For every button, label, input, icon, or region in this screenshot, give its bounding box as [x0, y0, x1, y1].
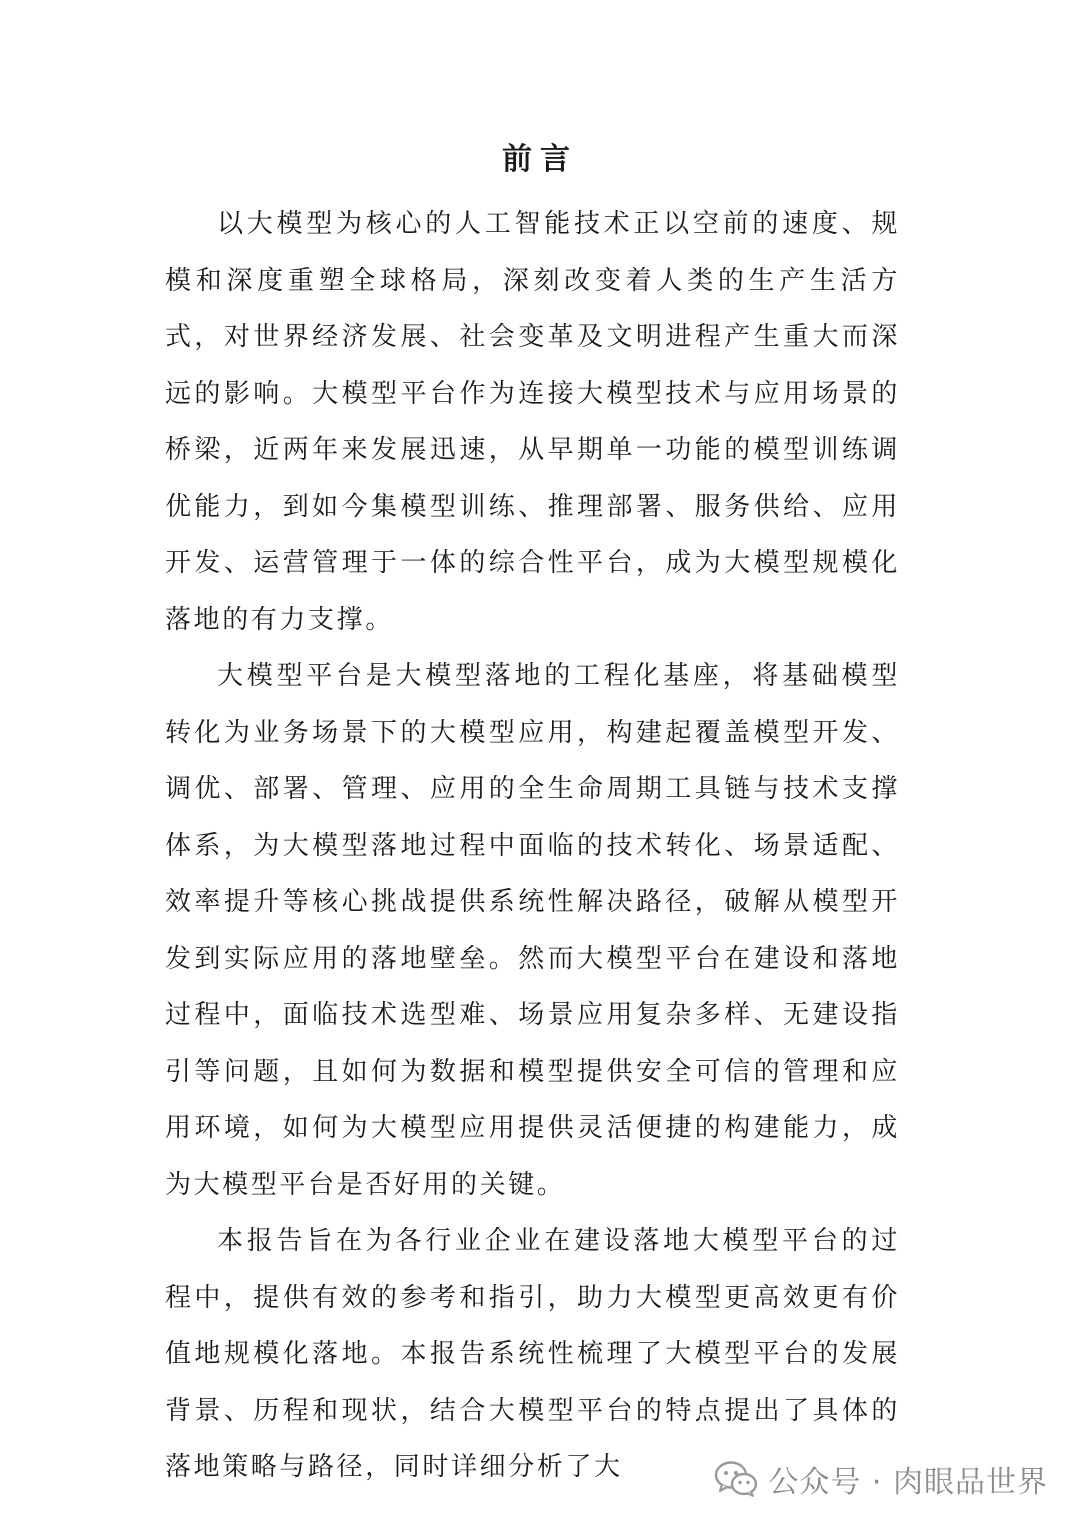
wechat-icon — [714, 1460, 758, 1498]
document-body — [165, 196, 900, 1496]
paragraph-2: 大模型平台是大模型落地的工程化基座，将基础模型转化为业务场景下的大模型应用，构建起覆盖模型开发、调优、部署、管理、应用的全生命周期工具链与技术支撑体系，为大模型落地过程中面临的技术转化、场景适配、效率提升等核心挑战提供系统性解决路径，破解从模型开发到实际应用的落地壁垒。然而大模型平台在建设和落地过程中，面临技术选型难、场景应用复杂多样、无建设指引等问题，且如何为数据和模型提供安全可信的管理和应用环境，如何为大模型应用提供灵活便捷的构建能力，成为大模型平台是否好用的关键。 — [165, 661, 900, 1200]
watermark — [714, 1457, 1048, 1501]
paragraph-3: 本报告旨在为各行业企业在建设落地大模型平台的过程中，提供有效的参考和指引，助力大模型更高效更有价值地规模化落地。本报告系统性梳理了大模型平台的发展背景、历程和现状，结合大模型平台的特点提出了具体的落地策略与路径，同时详细分析了大 — [165, 1226, 900, 1482]
watermark-text: 公众号 · 肉眼品世界 — [768, 1465, 1048, 1500]
page-title: 前言 — [502, 142, 578, 177]
paragraph-1: 以大模型为核心的人工智能技术正以空前的速度、规模和深度重塑全球格局，深刻改变着人类的生产生活方式，对世界经济发展、社会变革及文明进程产生重大而深远的影响。大模型平台作为连接大模型技术与应用场景的桥梁，近两年来发展迅速，从早期单一功能的模型训练调优能力，到如今集模型训练、推理部署、服务供给、应用开发、运营管理于一体的综合性平台，成为大模型规模化落地的有力支撑。 — [165, 209, 900, 635]
